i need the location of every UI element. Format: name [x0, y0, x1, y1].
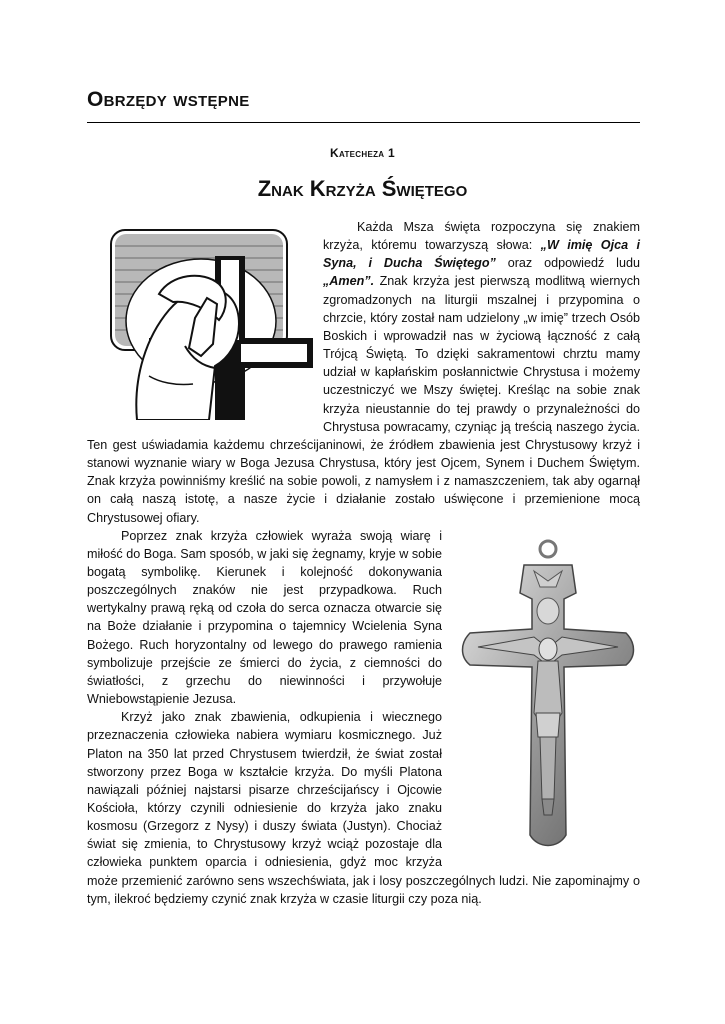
section-title: Obrzędy wstępne [87, 88, 250, 111]
crucifix-photo [458, 537, 638, 857]
article-body [87, 218, 640, 908]
page-title: Znak Krzyża Świętego [257, 176, 468, 201]
invocation-quote: „W imię Ojca i Syna, i Ducha Świętego” [323, 238, 641, 271]
paragraph-1: Każda Msza święta rozpoczyna się znakiem krzyża, któremu towarzyszą słowa: „W imię Ojca i Syna, i Ducha Świętego” oraz odpowiedź ludu „Amen”. Znak krzyża jest pierwszą modlitwą wiernych zgromadzonych na liturgii mszalnej i przypomina o chrzcie, który został nam udzielony „w imię” trzech Osób Boskich i wprowadził nas w życiową łączność z całą Trójcą Świętą. To dzięki sakramentowi chrztu mamy udział w kapłańskim posłannictwie Chrystusa i możemy uczestniczyć we Mszy świętej. Kreśląc na sobie znak krzyża nieustannie do tej prawdy o przynależności do Chrystusa powracamy, czyniąc ją treścią naszego życia. Ten gest uświadamia każdemu chrześcijaninowi, że źródłem zbawienia jest Chrystusowy krzyż i stanowi wyznanie wiary w Boga Jezusa Chrystusa, który jest Ojcem, Synem i Duchem Świętym. Znak krzyża powinniśmy kreślić na sobie powoli, z namysłem i z namaszczeniem, tak aby ogarnął on całą naszą istotę, a nasze życie i działanie zostało uświęcone i przemienione mocą Chrystusowej ofiary. [87, 220, 641, 525]
catechesis-label: Katecheza 1 [330, 146, 395, 160]
amen-quote: „Amen”. [323, 274, 375, 289]
paragraph-3: Krzyż jako znak zbawienia, odkupienia i wiecznego przeznaczenia człowieka nabiera wymiaru kosmicznego. Już Platon na 350 lat przed Chrystusem twierdził, że świat został stworzony przez Boga w kształcie krzyża. Do myśli Platona nawiązali później najstarsi pisarze chrześcijańscy i Ojcowie Kościoła, którzy czynili odniesienie do krzyża jako znaku kosmosu (Grzegorz z Nysy) i duszy świata (Justyn). Chociaż świat się zmienia, to Chrystusowy krzyż wciąż pozostaje dla człowieka punktem oparcia i odniesienia, gdyż moc krzyża może przemienić zarówno sens wszechświata, jak i losy poszczególnych ludzi. Nie zapominajmy o tym, ilekroć będziemy czynić znak krzyża w czasie liturgii czy poza nią. [87, 710, 640, 906]
section-divider [87, 122, 640, 123]
praying-person-illustration [89, 226, 315, 420]
paragraph-2: Poprzez znak krzyża człowiek wyraża swoją wiarę i miłość do Boga. Sam sposób, w jaki się żegnamy, kryje w sobie bogatą symbolikę. Kierunek i kolejność dokonywania poszczególnych znaków nie jest przypadkowa. Ruch wertykalny prawą ręką od czoła do serca oznacza otwarcie się na Boże działanie i przypomina o tajemnicy Wcielenia Syna Bożego. Ruch horyzontalny od lewego do prawego ramienia symbolizuje przejście ze śmierci do życia, z ciemności do światłości, z grzechu do niewinności i przywołuje Wniebowstąpienie Jezusa. [87, 528, 442, 707]
